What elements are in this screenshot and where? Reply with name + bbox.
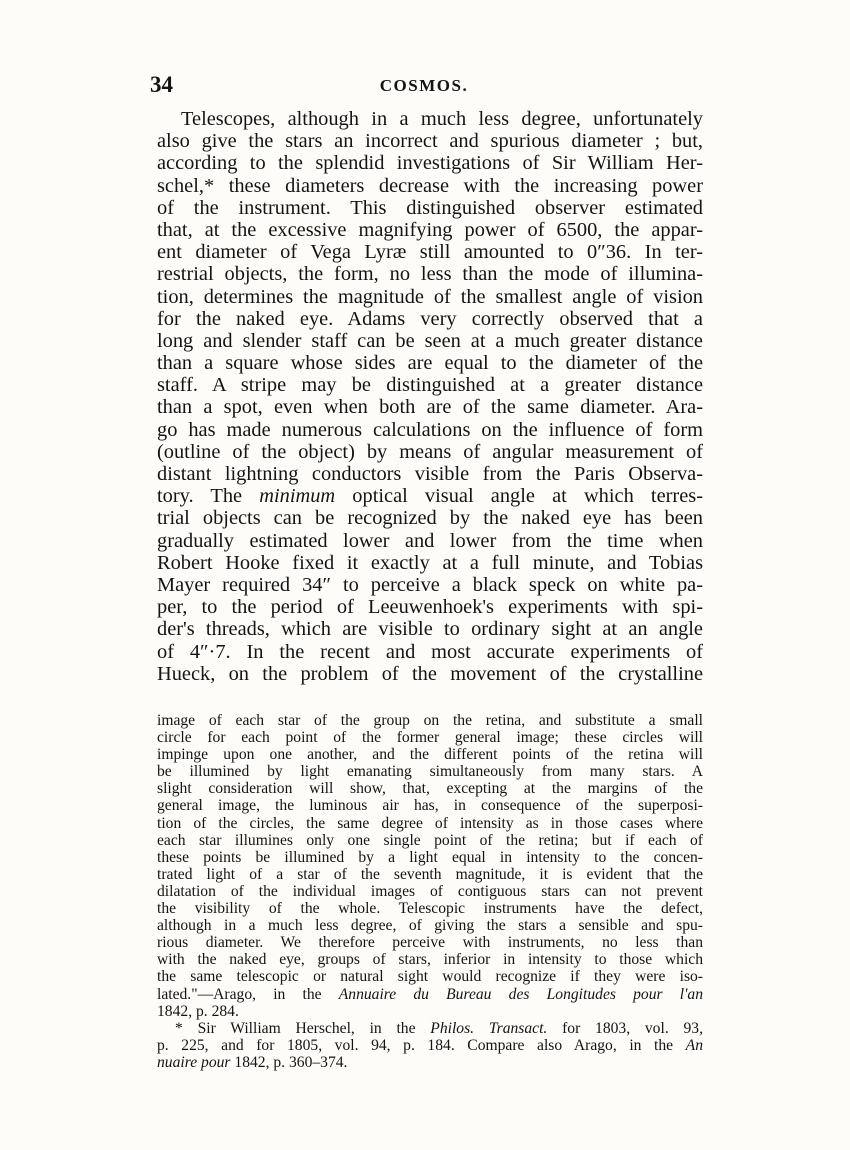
footnote-line: 1842, p. 284.	[157, 1002, 239, 1020]
footnote-line: the same telescopic or natural sight would recognize if they were iso-	[157, 968, 703, 986]
footnote-line: image of each star of the group on the retina, and substitute a small	[157, 712, 703, 729]
text-line: than a spot, even when both are of the same diameter. Ara-	[157, 396, 703, 419]
italic-text: nuaire pour	[157, 1053, 231, 1071]
text-line: Mayer required 34″ to perceive a black speck on white pa-	[157, 573, 703, 596]
text-line: gradually estimated lower and lower from the time when	[157, 529, 703, 552]
text-line: Hueck, on the problem of the movement of the crystalline	[157, 662, 703, 685]
text-line: schel,* these diameters decrease with the increasing power	[157, 174, 703, 197]
text-line: (outline of the object) by means of angular measurement of	[157, 440, 703, 463]
text-line: according to the splendid investigations of Sir William Her-	[157, 152, 703, 175]
footnote-line: impinge upon one another, and the different points of the retina will	[157, 746, 703, 764]
text-line: staff. A stripe may be distinguished at a greater distance	[157, 374, 703, 397]
italic-text: Annuaire du Bureau des Longitudes pour l'an	[338, 985, 703, 1003]
text-line: of 4″·7. In the recent and most accurate experiments of	[157, 640, 703, 663]
footnote-line: slight consideration will show, that, excepting at the margins of the	[157, 780, 703, 798]
footnote-line: these points be illumined by a light equal in intensity to the concen-	[157, 848, 703, 866]
footnote-line: dilatation of the individual images of contiguous stars can not prevent	[157, 882, 703, 900]
text-line: that, at the excessive magnifying power of 6500, the appar-	[157, 218, 703, 241]
footnote-line: circle for each point of the former general image; these circles will	[157, 729, 703, 747]
page-number: 34	[150, 72, 173, 97]
text-line: go has made numerous calculations on the influence of form	[157, 418, 703, 441]
text-line: tion, determines the magnitude of the smallest angle of vision	[157, 285, 703, 308]
text-line: trial objects can be recognized by the naked eye has been	[157, 507, 703, 530]
italic-text: minimum	[259, 485, 336, 508]
footnote-line: lated."—Arago, in the Annuaire du Bureau des Longitudes pour l'an	[157, 985, 703, 1003]
italic-text: An	[685, 1036, 703, 1054]
text-line: long and slender staff can be seen at a much greater distance	[157, 329, 703, 352]
footnote-line: * Sir William Herschel, in the Philos. Transact. for 1803, vol. 93,	[175, 1019, 703, 1037]
page-header	[150, 72, 698, 100]
main-text	[157, 108, 703, 685]
footnote-line: tion of the circles, the same degree of intensity as in those cases where	[157, 814, 703, 832]
footnote-line: nuaire pour 1842, p. 360–374.	[157, 1053, 348, 1071]
text-line: ent diameter of Vega Lyræ still amounted to 0″36. In ter-	[157, 241, 703, 264]
text-line: than a square whose sides are equal to the diameter of the	[157, 352, 703, 375]
footnote-line: with the naked eye, groups of stars, inferior in intensity to those which	[157, 951, 703, 969]
footnote-line: p. 225, and for 1805, vol. 94, p. 184. Compare also Arago, in the An	[157, 1036, 703, 1054]
footnote-line: be illumined by light emanating simultaneously from many stars. A	[157, 763, 703, 781]
text-line: tory. The minimum optical visual angle at which terres-	[157, 485, 703, 508]
text-line: Telescopes, although in a much less degree, unfortunately	[181, 108, 703, 130]
text-line: restrial objects, the form, no less than the mode of illumina-	[157, 263, 703, 286]
italic-text: Philos. Transact.	[430, 1019, 548, 1037]
footnote-line: each star illumines only one single point of the retina; but if each of	[157, 831, 703, 849]
text-line: per, to the period of Leeuwenhoek's experiments with spi-	[157, 596, 703, 619]
text-line: of the instrument. This distinguished observer estimated	[157, 196, 703, 219]
text-line: der's threads, which are visible to ordinary sight at an angle	[157, 618, 703, 641]
footnote-line: rious diameter. We therefore perceive with instruments, no less than	[157, 934, 703, 952]
running-head: COSMOS.	[379, 76, 469, 95]
text-line: for the naked eye. Adams very correctly observed that a	[157, 307, 703, 330]
text-line: distant lightning conductors visible from the Paris Observa-	[157, 463, 703, 485]
footnote-line: trated light of a star of the seventh magnitude, it is evident that the	[157, 865, 703, 883]
text-line: also give the stars an incorrect and spurious diameter ; but,	[157, 130, 703, 153]
footnote-line: although in a much less degree, of giving the stars a sensible and spu-	[157, 917, 703, 935]
footnotes	[157, 712, 703, 1071]
footnote-line: the visibility of the whole. Telescopic instruments have the defect,	[157, 900, 703, 918]
footnote-line: general image, the luminous air has, in consequence of the superposi-	[157, 797, 703, 815]
text-line: Robert Hooke fixed it exactly at a full minute, and Tobias	[157, 551, 703, 574]
